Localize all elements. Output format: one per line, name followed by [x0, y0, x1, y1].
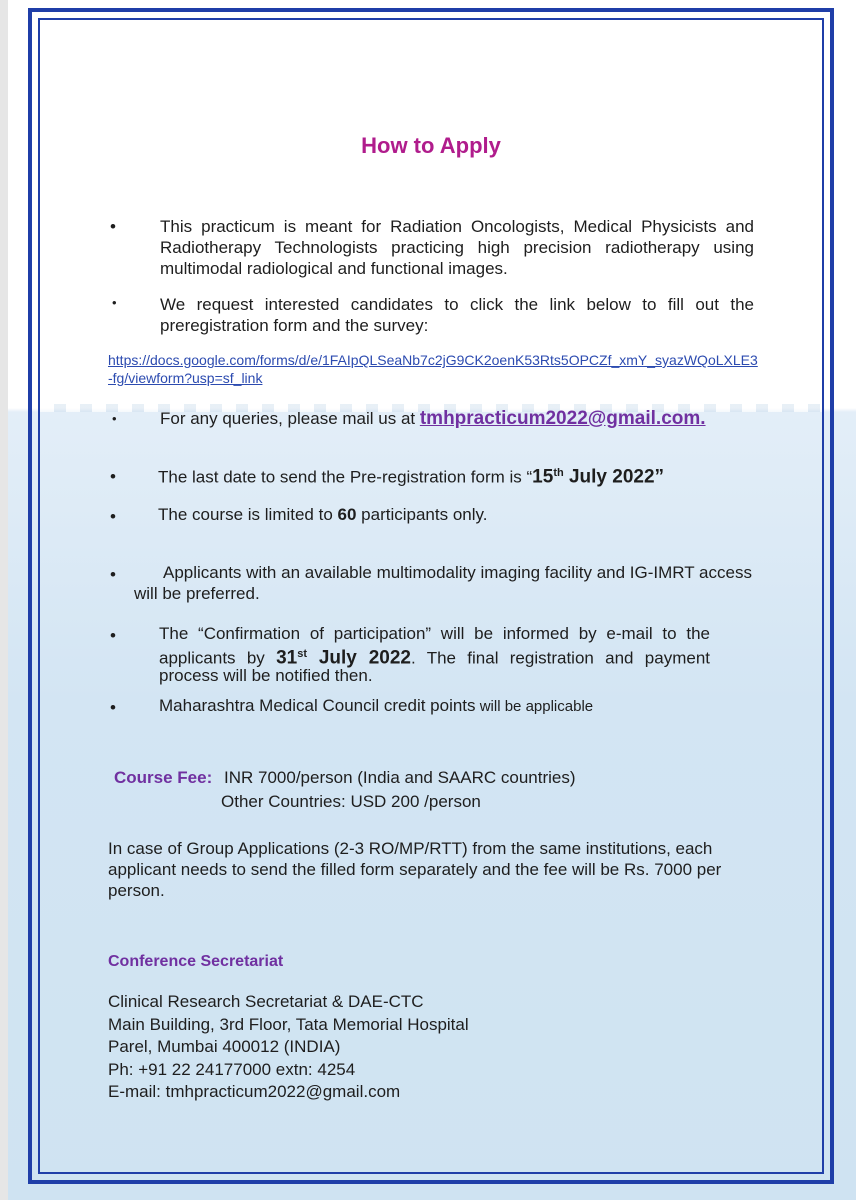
bullet-confirmation-line1: The “Confirmation of participation” will be informed by e-mail to the: [159, 624, 710, 643]
queries-text: For any queries, please mail us at: [160, 409, 420, 428]
confirmation-sup: st: [297, 648, 308, 660]
last-date-text: The last date to send the Pre-registration form is “: [158, 467, 533, 487]
queries-email-link[interactable]: tmhpracticum2022@gmail.com.: [419, 408, 706, 429]
bullet-icon: •: [110, 626, 116, 645]
address-line: Main Building, 3rd Floor, Tata Memorial Hospital: [108, 1014, 469, 1034]
fee-other: Other Countries: USD 200 /person: [221, 792, 481, 811]
bullet-confirmation-line3: process will be notified then.: [159, 666, 373, 685]
registration-form-link[interactable]: https://docs.google.com/forms/d/e/1FAIpQLSeaNb7c2jG9CK2oenK53Rts5OPCZf_xmY_syazWQoLXLE3-fg/viewform?usp=sf_link: [108, 352, 758, 386]
last-date-rest: July 2022”: [563, 466, 665, 488]
course-fee-label: Course Fee:: [114, 768, 213, 787]
bullet-icon: •: [110, 565, 116, 584]
bullet-icon: •: [112, 411, 117, 426]
bullet-register: We request interested candidates to click the link below to fill out the preregistration form and the survey:: [160, 295, 754, 335]
confirmation-prefix: applicants by: [159, 648, 277, 668]
confirmation-month: July 2022: [307, 647, 411, 669]
limit-suffix: participants only.: [356, 505, 488, 524]
confirmation-suffix: . The final registration and payment: [411, 648, 711, 668]
fee-india: INR 7000/person (India and SAARC countries): [224, 768, 576, 787]
last-date-day: 15: [532, 466, 554, 488]
bullet-credit-points: [159, 695, 759, 717]
bullet-preferred-line1: Applicants with an available multimodality imaging facility and IG-IMRT access: [163, 563, 752, 582]
secretariat-address: [108, 991, 469, 1104]
email-line[interactable]: E-mail: tmhpracticum2022@gmail.com: [108, 1082, 401, 1101]
bullet-icon: •: [112, 295, 117, 310]
page-title: How to Apply: [361, 133, 501, 158]
limit-prefix: The course is limited to: [158, 505, 338, 524]
bullet-preferred-line2: will be preferred.: [134, 584, 260, 603]
bullet-limit: [158, 504, 758, 525]
page-edge: [0, 0, 8, 1200]
limit-number: 60: [337, 505, 357, 524]
bullet-icon: •: [110, 217, 116, 236]
phone-line: Ph: +91 22 24177000 extn: 4254: [108, 1059, 356, 1079]
address-line: Parel, Mumbai 400012 (INDIA): [108, 1037, 341, 1056]
group-applications-note: In case of Group Applications (2-3 RO/MP/RTT) from the same institutions, each applicant needs to send the filled form separately and the fee will be Rs. 7000 per person.: [108, 839, 722, 900]
confirmation-day: 31: [276, 647, 298, 669]
credit-points-text: Maharashtra Medical Council credit points: [159, 696, 476, 715]
bullet-icon: •: [110, 507, 116, 526]
bullet-last-date: [158, 463, 758, 488]
bullet-icon: •: [110, 467, 116, 486]
bullet-icon: •: [110, 698, 116, 717]
address-line: Clinical Research Secretariat & DAE-CTC: [108, 992, 424, 1011]
credit-points-suffix: will be applicable: [475, 698, 594, 715]
secretariat-heading: Conference Secretariat: [108, 953, 284, 970]
bullet-audience: This practicum is meant for Radiation Oncologists, Medical Physicists and Radiotherapy Technologists practicing high precision radiotherapy using multimodal radiological and functional images.: [160, 217, 754, 278]
last-date-sup: th: [553, 467, 564, 479]
bullet-queries: [160, 408, 780, 429]
